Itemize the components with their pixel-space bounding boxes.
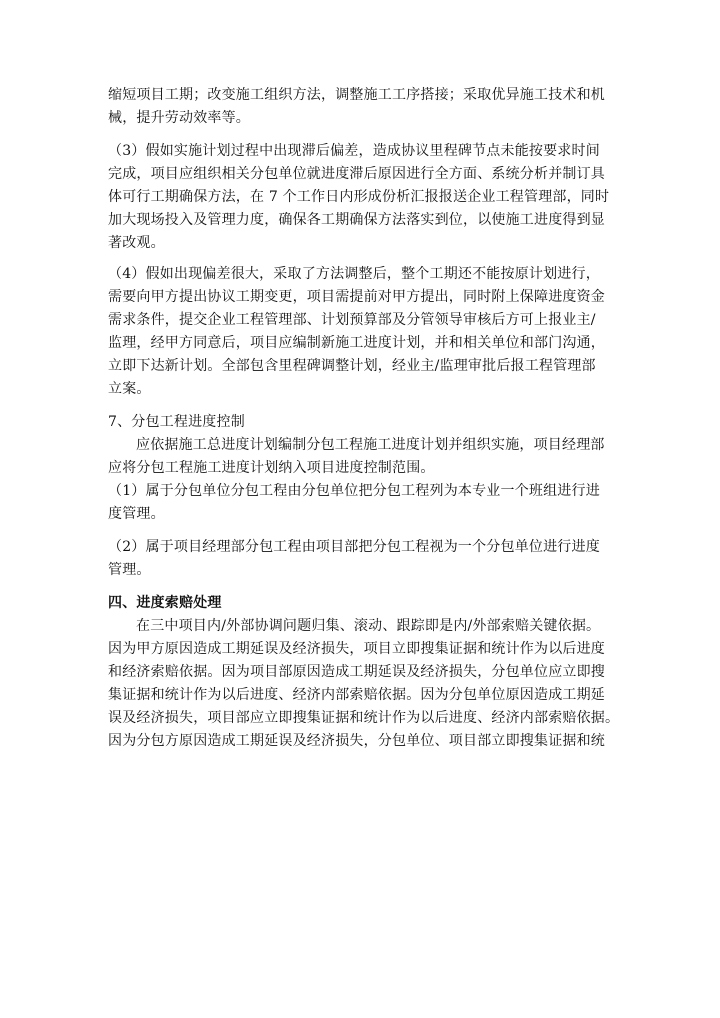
text-line: 体可行工期确保方法，在 7 个工作日内形成份析汇报报送企业工程管理部，同时 [108, 189, 610, 205]
text-line: 管理。 [108, 562, 151, 578]
text-line: 加大现场投入及管理力度，确保各工期确保方法落实到位，以使施工进度得到显 [108, 212, 605, 228]
text-line: 和经济索赔依据。因为项目部原因造成工期延误及经济损失，分包单位应立即搜 [108, 664, 605, 680]
text-line: 集证据和统计作为以后进度、经济内部索赔依据。因为分包单位原因造成工期延 [108, 687, 605, 703]
text-line: 误及经济损失，项目部应立即搜集证据和统计作为以后进度、经济内部索赔依据。 [108, 710, 620, 726]
section-7-heading: 7、分包工程进度控制 [108, 414, 245, 430]
text-line: 应将分包工程施工进度计划纳入项目进度控制范围。 [108, 460, 435, 476]
paragraph-3-line: （3）假如实施计划过程中出现滞后偏差，造成协议里程碑节点未能按要求时间 [108, 143, 600, 159]
text-line: 立即下达新计划。全部包含里程碑调整计划，经业主/监理审批后报工程管理部 [108, 358, 596, 374]
text-line: 度管理。 [108, 506, 165, 522]
text-line: 因为甲方原因造成工期延误及经济损失，项目立即搜集证据和统计作为以后进度 [108, 641, 605, 657]
text-line: 需求条件，提交企业工程管理部、计划预算部及分管领导审核后方可上报业主/ [108, 312, 596, 328]
text-line: 需要向甲方提出协议工期变更，项目需提前对甲方提出，同时附上保障进度资金 [108, 289, 605, 305]
section-4-body-line: 在三中项目内/外部协调问题归集、滚动、跟踪即是内/外部索赔关键依据。 [136, 618, 601, 634]
text-line: 因为分包方原因造成工期延误及经济损失，分包单位、项目部立即搜集证据和统 [108, 733, 605, 749]
section-4-heading: 四、进度索赔处理 [108, 595, 222, 611]
text-line: 械，提升劳动效率等。 [108, 110, 250, 126]
list-item-1-line: （1）属于分包单位分包工程由分包单位把分包工程列为本专业一个班组进行进 [108, 483, 600, 499]
list-item-2-line: （2）属于项目经理部分包工程由项目部把分包工程视为一个分包单位进行进度 [108, 539, 600, 555]
section-7-body-line: 应依据施工总进度计划编制分包工程施工进度计划并组织实施，项目经理部 [136, 437, 605, 453]
text-line: 著改观。 [108, 235, 165, 251]
paragraph-4-line: （4）假如出现偏差很大，采取了方法调整后，整个工期还不能按原计划进行， [108, 266, 600, 282]
text-line: 完成，项目应组织相关分包单位就进度滞后原因进行全方面、系统分析并制订具 [108, 166, 605, 182]
text-line: 立案。 [108, 381, 151, 397]
text-line: 监理，经甲方同意后，项目应编制新施工进度计划，并和相关单位和部门沟通， [108, 335, 605, 351]
document-page [108, 84, 628, 753]
text-line: 缩短项目工期；改变施工组织方法，调整施工工序搭接；采取优异施工技术和机 [108, 87, 605, 103]
